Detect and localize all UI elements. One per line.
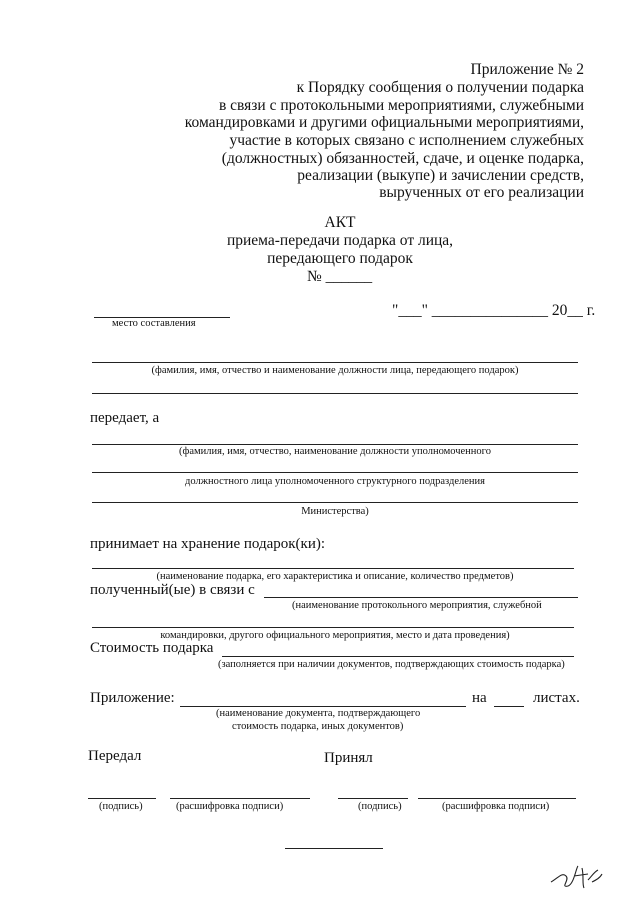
- place-caption: место составления: [112, 318, 196, 329]
- receiver-caption-3: Министерства): [301, 506, 369, 517]
- received-label: полученный(ые) в связи с: [90, 582, 255, 598]
- receiver-line[interactable]: [92, 444, 578, 445]
- receiver-decode-line[interactable]: [418, 798, 576, 799]
- date-field[interactable]: "___" _______________ 20__ г.: [392, 302, 596, 319]
- gift-line[interactable]: [92, 568, 574, 569]
- handwritten-signature: [548, 858, 606, 894]
- receiver-line-3[interactable]: [92, 502, 578, 503]
- appendix-line-4: командировками и другими официальными мероприятиями,: [184, 114, 584, 131]
- sheets-label: листах.: [533, 690, 580, 706]
- giver-decode-caption: (расшифровка подписи): [176, 801, 284, 812]
- giver-signature-line[interactable]: [88, 798, 156, 799]
- giver-caption: (фамилия, имя, отчество и наименование должности лица, передающего подарок): [151, 365, 519, 376]
- cost-line[interactable]: [222, 656, 574, 657]
- receiver-line-2[interactable]: [92, 472, 578, 473]
- appendix-line-8: вырученных от его реализации: [379, 184, 584, 201]
- giver-decode-line[interactable]: [170, 798, 310, 799]
- cost-label: Стоимость подарка: [90, 640, 214, 656]
- receiver-signature-caption: (подпись): [358, 801, 402, 812]
- act-subtitle-1: приема-передачи подарка от лица,: [226, 232, 454, 249]
- event-line[interactable]: [264, 597, 578, 598]
- event-caption-1: (наименование протокольного мероприятия, служебной: [292, 600, 542, 611]
- transfers-label: передает, а: [90, 410, 160, 426]
- appendix-line-6: (должностных) обязанностей, сдаче, и оценке подарка,: [221, 150, 584, 167]
- attachment-caption-2: стоимость подарка, иных документов): [232, 721, 404, 732]
- appendix-line-7: реализации (выкупе) и зачислении средств,: [297, 167, 584, 184]
- act-title: АКТ: [324, 214, 356, 231]
- giver-signature-caption: (подпись): [99, 801, 143, 812]
- attachment-caption-1: (наименование документа, подтверждающего: [216, 708, 421, 719]
- receiver-caption-2: должностного лица уполномоченного структурного подразделения: [185, 476, 485, 487]
- passed-label: Передал: [88, 748, 142, 764]
- accepted-label: Принял: [324, 750, 373, 766]
- on-label: на: [472, 690, 487, 706]
- receiver-signature-line[interactable]: [338, 798, 408, 799]
- attachment-label: Приложение:: [90, 690, 175, 706]
- event-caption-2: командировки, другого официального мероприятия, место и дата проведения): [160, 630, 510, 641]
- appendix-line-3: в связи с протокольными мероприятиями, служебными: [218, 97, 584, 114]
- end-rule: [285, 848, 383, 849]
- appendix-line-2: к Порядку сообщения о получении подарка: [296, 79, 584, 96]
- giver-line[interactable]: [92, 362, 578, 363]
- event-line-2[interactable]: [92, 627, 574, 628]
- cost-caption: (заполняется при наличии документов, подтверждающих стоимость подарка): [218, 659, 565, 670]
- attachment-line[interactable]: [180, 706, 466, 707]
- appendix-line-5: участие в которых связано с исполнением служебных: [229, 132, 584, 149]
- receiver-decode-caption: (расшифровка подписи): [442, 801, 550, 812]
- act-subtitle-2: передающего подарок: [267, 250, 413, 267]
- gift-caption: (наименование подарка, его характеристика и описание, количество предметов): [156, 571, 514, 582]
- receiver-caption-1: (фамилия, имя, отчество, наименование должности уполномоченного: [179, 446, 491, 457]
- accepts-label: принимает на хранение подарок(ки):: [90, 536, 326, 552]
- giver-line-2[interactable]: [92, 393, 578, 394]
- act-number: № ______: [307, 268, 373, 285]
- appendix-line-1: Приложение № 2: [470, 61, 584, 78]
- sheets-count-line[interactable]: [494, 706, 524, 707]
